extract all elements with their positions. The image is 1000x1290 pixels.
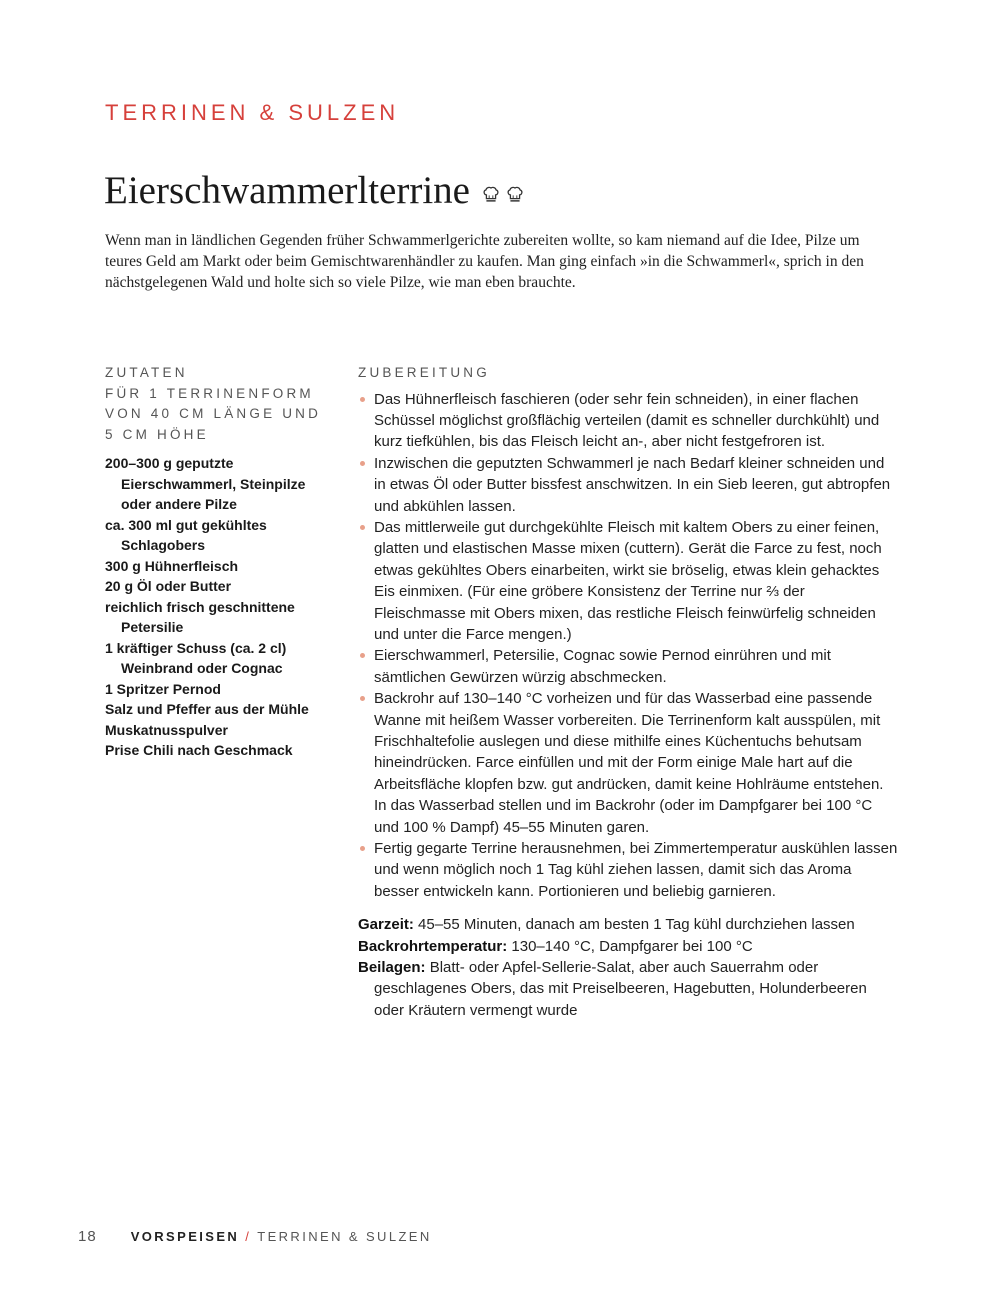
page-number: 18 — [78, 1228, 97, 1245]
intro-text: Wenn man in ländlichen Gegenden früher Schwammerlgerichte zubereiten wollte, so kam niemand auf die Idee, Pilze um teures Geld am Markt oder beim Gemischtwarenhändler zu kaufen. Man ging einfach »in die Schwammerl«, sprich in den nächstgelegenen Wald und holte sich so viele Pilze, wie man eben brauchte. — [105, 232, 864, 291]
ingredient-item: Muskatnusspulver — [105, 721, 228, 738]
preparation-steps — [358, 389, 898, 903]
preparation-column — [358, 363, 898, 1021]
ingredients-column — [105, 363, 337, 761]
footer-chapter: VORSPEISEN — [130, 1229, 240, 1244]
preparation-step: Fertig gegarte Terrine herausnehmen, bei Zimmertemperatur auskühlen lassen und wenn möglich noch 1 Tag kühl ziehen lassen, damit sich das Aroma besser entwickeln kann. Portionieren und beliebig garnieren. — [358, 838, 898, 902]
fact-value: Blatt- oder Apfel-Sellerie-Salat, aber auch Sauerrahm oder geschlagenes Obers, das mit Preiselbeeren, Hagebutten, Holunderbeeren oder Kräutern vermengt wurde — [374, 959, 867, 1019]
recipe-fact — [358, 914, 898, 935]
ingredient-item: Salz und Pfeffer aus der Mühle — [105, 701, 309, 717]
ingredient-item: 200–300 g geputzte Eierschwammerl, Steinpilze oder andere Pilze — [105, 455, 306, 512]
recipe-title-text: Eierschwammerlterrine — [104, 169, 470, 212]
chef-hat-icon — [504, 183, 526, 205]
preparation-step: Backrohr auf 130–140 °C vorheizen und für das Wasserbad eine passende Wanne mit heißem Wasser vorbereiten. Die Terrinenform kalt ausspülen, mit Frischhaltefolie auslegen und diese mithilfe eines Küchentuchs behutsam hineindrücken. Farce einfüllen und mit der Form einige Male hart auf die Arbeitsfläche klopfen bzw. gut andrücken, damit keine Hohlräume entstehen. In das Wasserbad stellen und im Backrohr (oder im Dampfgarer bei 100 °C und 100 % Dampf) 45–55 Minuten garen. — [358, 688, 898, 838]
fact-label: Garzeit: — [358, 916, 414, 934]
difficulty-rating — [480, 183, 526, 205]
footer-section: TERRINEN & SULZEN — [257, 1229, 432, 1244]
recipe-fact — [358, 936, 898, 957]
page-footer — [78, 1228, 432, 1245]
footer-separator: / — [245, 1229, 252, 1244]
recipe-title — [104, 168, 526, 213]
recipe-fact — [358, 957, 898, 1021]
preparation-heading: ZUBEREITUNG — [358, 365, 490, 380]
ingredient-item: 1 Spritzer Pernod — [105, 680, 221, 697]
ingredient-item: reichlich frisch geschnittene Petersilie — [105, 598, 295, 635]
ingredient-item: 1 kräftiger Schuss (ca. 2 cl) Weinbrand oder Cognac — [105, 639, 287, 676]
ingredient-item: 300 g Hühnerfleisch — [105, 557, 239, 574]
ingredient-item: ca. 300 ml gut gekühltes Schlagobers — [105, 516, 267, 553]
ingredients-subheading: FÜR 1 TERRINENFORM VON 40 CM LÄNGE UND 5 CM HÖHE — [105, 385, 322, 442]
section-title: TERRINEN & SULZEN — [105, 100, 400, 125]
preparation-step: Eierschwammerl, Petersilie, Cognac sowie Pernod einrühren und mit sämtlichen Gewürzen würzig abschmecken. — [358, 645, 898, 688]
preparation-step: Das mittlerweile gut durchgekühlte Fleisch mit kaltem Obers zu einer feinen, glatten und elastischen Masse mixen (cuttern). Gerät die Farce zu fest, noch etwas gekühltes Obers einarbeiten, wirkt sie bröselig, etwas klein gehacktes Eis einmixen. (Für eine gröbere Konsistenz der Terrine nur ⅔ der Fleischmasse mit Obers mixen, das restliche Fleisch feinwürfelig schneiden und unter die Farce mengen.) — [358, 517, 898, 645]
recipe-facts — [358, 914, 898, 1021]
fact-label: Backrohrtemperatur: — [358, 937, 508, 955]
fact-value: 130–140 °C, Dampfgarer bei 100 °C — [511, 937, 753, 955]
preparation-step: Inzwischen die geputzten Schwammerl je nach Bedarf kleiner schneiden und in etwas Öl oder Butter bissfest anschwitzen. In ein Sieb leeren, gut abtropfen und abkühlen lassen. — [358, 453, 898, 517]
fact-value: 45–55 Minuten, danach am besten 1 Tag kühl durchziehen lassen — [418, 916, 855, 934]
ingredient-item: Prise Chili nach Geschmack — [105, 742, 293, 758]
ingredients-list — [105, 453, 337, 761]
ingredient-item: 20 g Öl oder Butter — [105, 578, 232, 594]
ingredients-heading: ZUTATEN — [105, 365, 188, 380]
preparation-step: Das Hühnerfleisch faschieren (oder sehr fein schneiden), in einer flachen Schüssel möglichst großflächig verteilen (damit es schneller durchkühlt) und kurz tiefkühlen, bis das Fleisch leicht an-, aber nicht festgefroren ist. — [358, 389, 898, 453]
chef-hat-icon — [480, 183, 502, 205]
fact-label: Beilagen: — [358, 959, 426, 977]
